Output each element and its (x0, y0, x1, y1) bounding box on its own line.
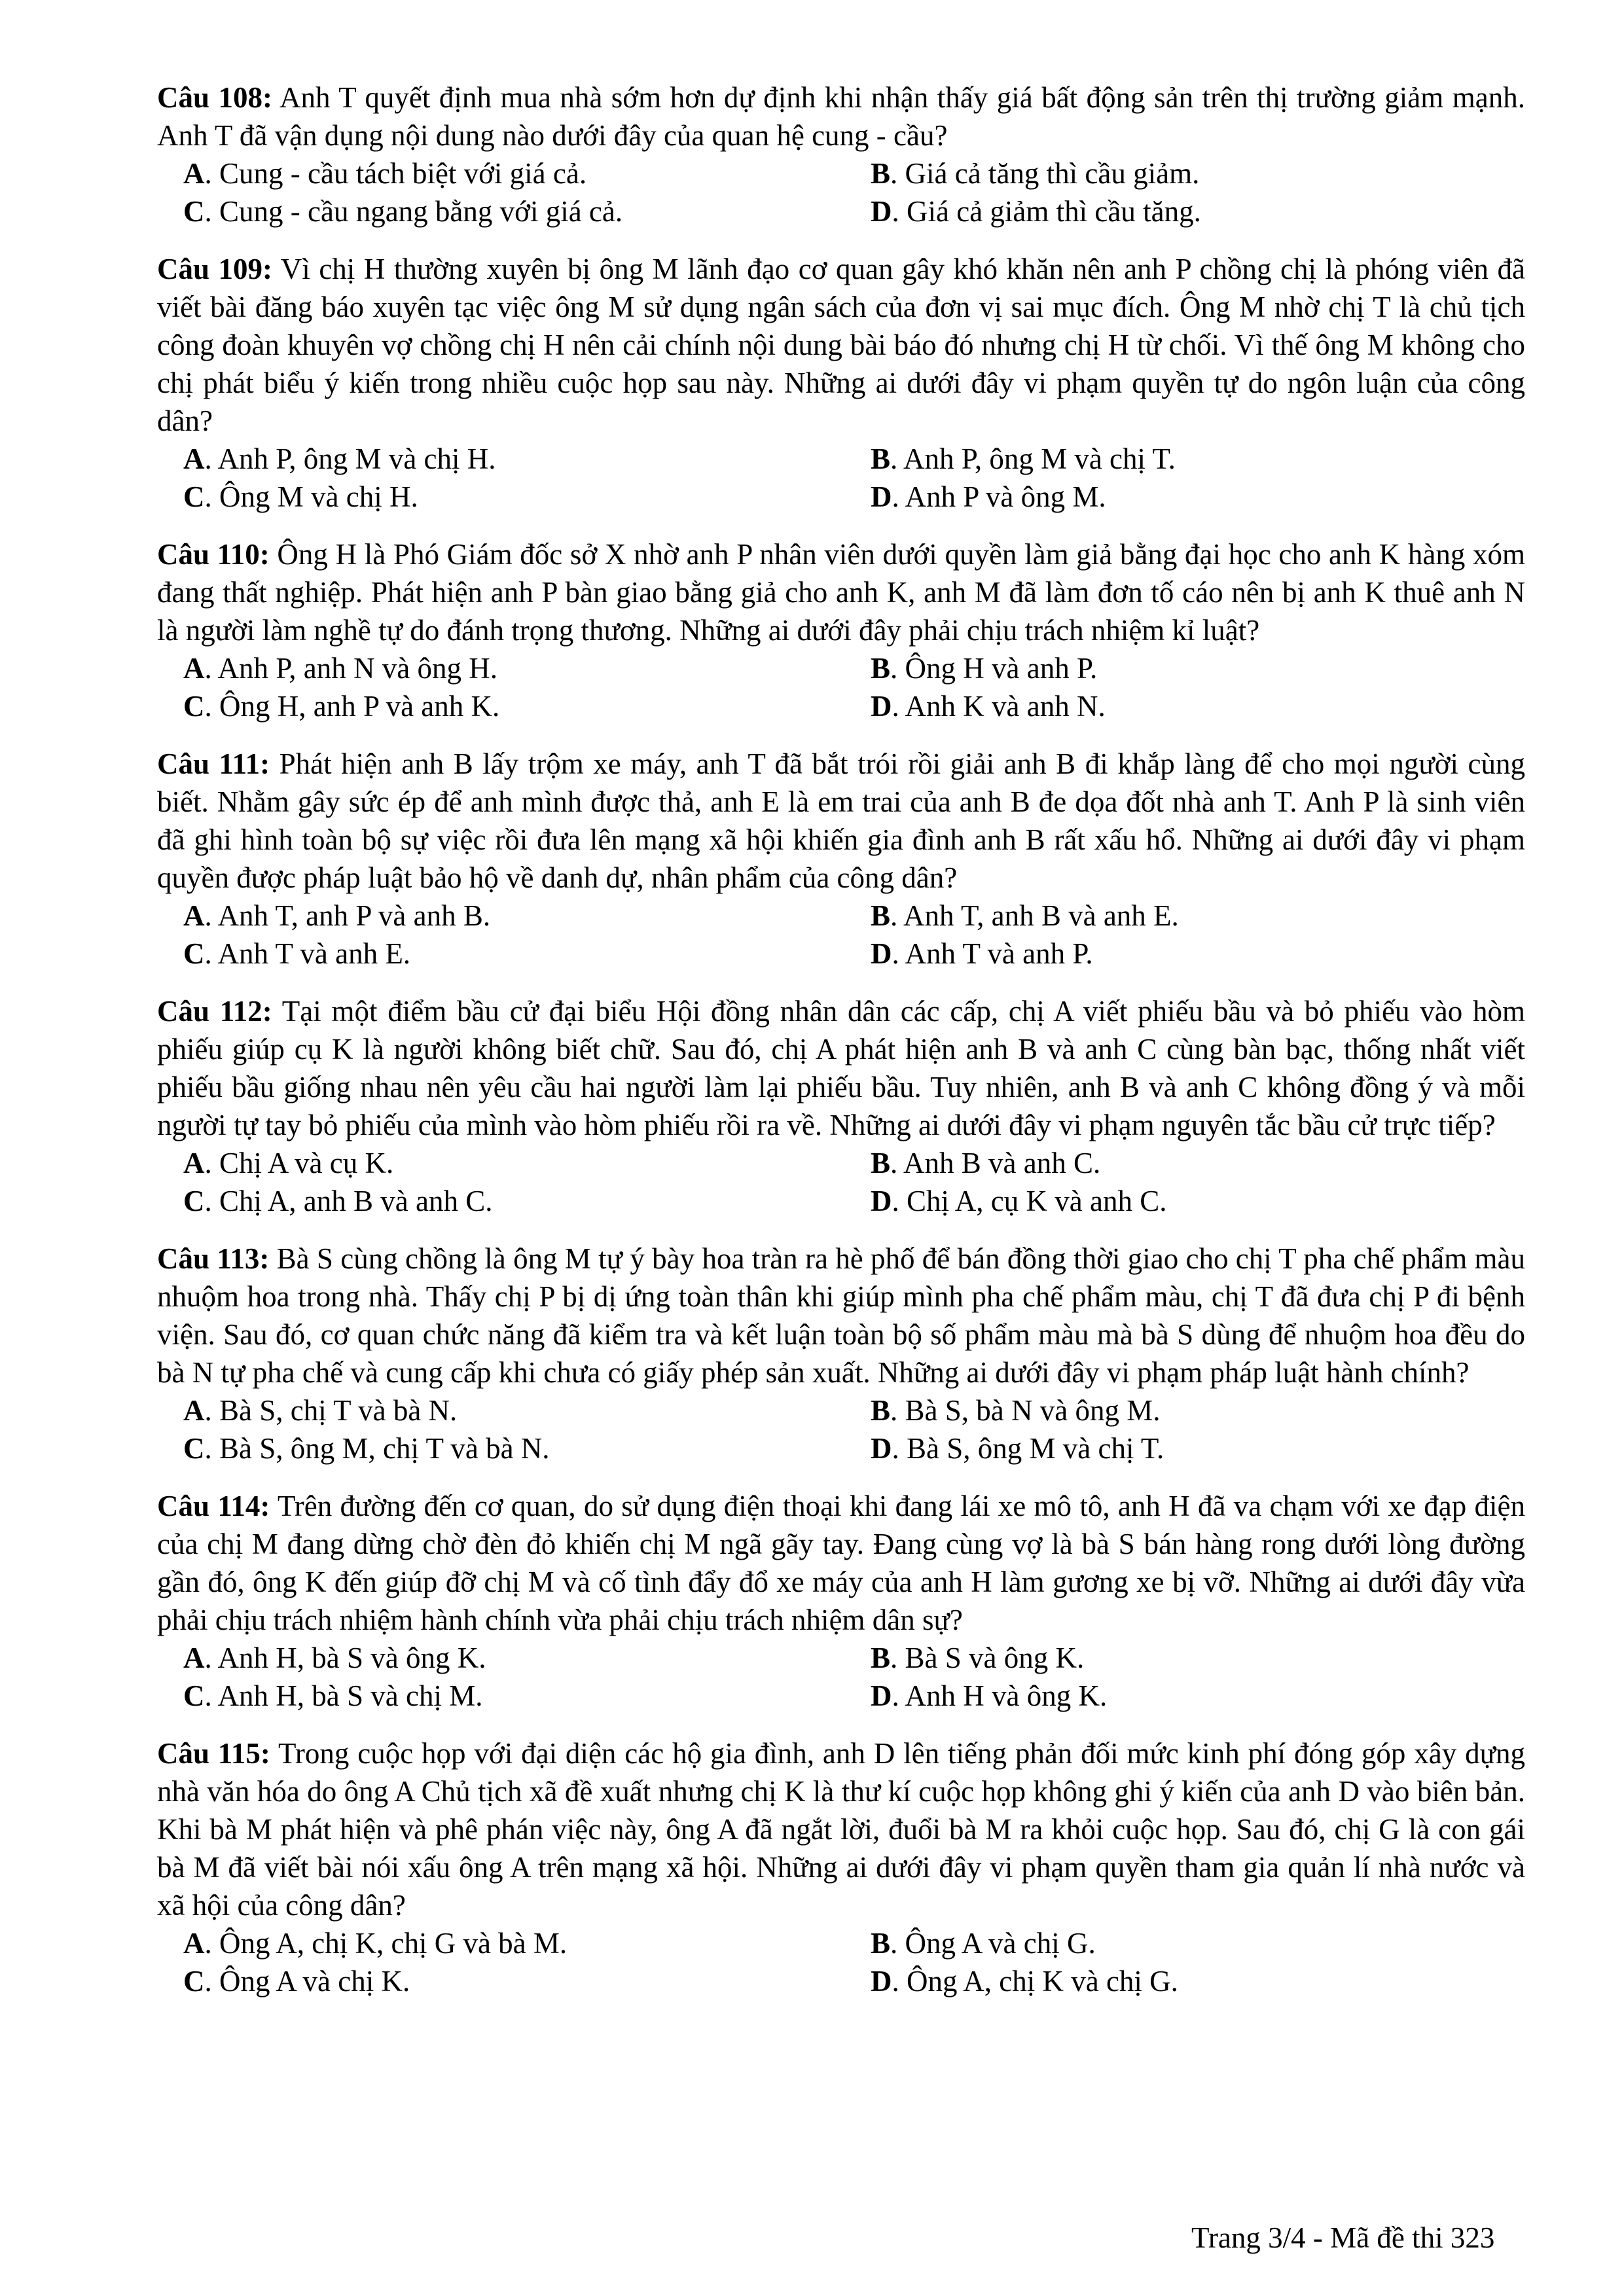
option-text: . Bà S và ông K. (890, 1641, 1085, 1674)
option-letter: B (871, 1641, 891, 1674)
answer-option-a (183, 440, 871, 478)
option-letter: A (183, 1641, 205, 1674)
answer-option-b (871, 897, 1551, 935)
answer-option-b (871, 1391, 1551, 1429)
answer-option-a (183, 649, 871, 687)
option-letter: B (871, 899, 891, 932)
answer-options (157, 1924, 1525, 2000)
answer-options (157, 1144, 1525, 1220)
option-text: . Anh P, ông M và chị T. (890, 442, 1176, 475)
answer-option-c (183, 478, 871, 516)
option-letter: B (871, 652, 891, 685)
question-label: Câu 111: (157, 747, 270, 780)
question-text: Vì chị H thường xuyên bị ông M lãnh đạo cơ quan gây khó khăn nên anh P chồng chị là phóng viên đã viết bài đăng báo xuyên tạc việc ông M sử dụng ngân sách của đơn vị sai mục đích. Ông M nhờ chị T là chủ tịch công đoàn khuyên vợ chồng chị H nên cải chính nội dung bài báo đó nhưng chị H từ chối. Vì thế ông M không cho chị phát biểu ý kiến trong nhiều cuộc họp sau này. Những ai dưới đây vi phạm quyền tự do ngôn luận của công dân? (157, 253, 1526, 437)
option-text: . Bà S, chị T và bà N. (204, 1394, 458, 1427)
question-block (157, 79, 1525, 230)
option-letter: C (183, 937, 205, 970)
option-letter: C (183, 195, 205, 228)
answer-option-b (871, 1144, 1551, 1182)
option-letter: C (183, 1432, 205, 1465)
answer-options (157, 1391, 1525, 1467)
answer-option-c (183, 687, 871, 725)
question-text: Bà S cùng chồng là ông M tự ý bày hoa tràn ra hè phố để bán đồng thời giao cho chị T pha chế phẩm màu nhuộm hoa trong nhà. Thấy chị P bị dị ứng toàn thân khi giúp mình pha chế phẩm màu, chị T đã đưa chị P đi bệnh viện. Sau đó, cơ quan chức năng đã kiểm tra và kết luận toàn bộ số phẩm màu mà bà S dùng để nhuộm hoa đều do bà N tự pha chế và cung cấp khi chưa có giấy phép sản xuất. Những ai dưới đây vi phạm pháp luật hành chính? (157, 1242, 1526, 1389)
answer-options (157, 897, 1525, 973)
option-letter: A (183, 1147, 205, 1179)
question-label: Câu 108: (157, 81, 273, 114)
question-text: Anh T quyết định mua nhà sớm hơn dự định khi nhận thấy giá bất động sản trên thị trường giảm mạnh. Anh T đã vận dụng nội dung nào dưới đây của quan hệ cung - cầu? (157, 81, 1525, 152)
question-stem (157, 1734, 1525, 1924)
question-label: Câu 115: (157, 1737, 270, 1770)
question-text: Tại một điểm bầu cử đại biểu Hội đồng nhân dân các cấp, chị A viết phiếu bầu và bỏ phiếu vào hòm phiếu giúp cụ K là người không biết chữ. Sau đó, chị A phát hiện anh B và anh C cùng bàn bạc, thống nhất viết phiếu bầu giống nhau nên yêu cầu hai người làm lại phiếu bầu. Tuy nhiên, anh B và anh C không đồng ý và mỗi người tự tay bỏ phiếu của mình vào hòm phiếu rồi ra về. Những ai dưới đây vi phạm nguyên tắc bầu cử trực tiếp? (157, 995, 1526, 1141)
answer-option-a (183, 1391, 871, 1429)
question-text: Trong cuộc họp với đại diện các hộ gia đình, anh D lên tiếng phản đối mức kinh phí đóng góp xây dựng nhà văn hóa do ông A Chủ tịch xã đề xuất nhưng chị K là thư kí cuộc họp không ghi ý kiến của anh D vào biên bản. Khi bà M phát hiện và phê phán việc này, ông A đã ngắt lời, đuổi bà M ra khỏi cuộc họp. Sau đó, chị G là con gái bà M đã viết bài nói xấu ông A trên mạng xã hội. Những ai dưới đây vi phạm quyền tham gia quản lí nhà nước và xã hội của công dân? (157, 1737, 1526, 1922)
option-letter: A (183, 442, 205, 475)
option-letter: D (871, 937, 892, 970)
option-letter: A (183, 157, 205, 190)
answer-option-c (183, 935, 871, 973)
question-stem (157, 535, 1525, 649)
answer-option-c (183, 1429, 871, 1467)
question-stem (157, 1487, 1525, 1639)
option-letter: B (871, 157, 891, 190)
option-letter: D (871, 195, 892, 228)
answer-option-b (871, 649, 1551, 687)
answer-option-c (183, 1677, 871, 1715)
answer-option-d (871, 935, 1551, 973)
option-text: . Anh P, ông M và chị H. (204, 442, 496, 475)
option-text: . Ông H, anh P và anh K. (204, 690, 500, 723)
option-letter: C (183, 690, 205, 723)
answer-options (157, 154, 1525, 230)
question-text: Ông H là Phó Giám đốc sở X nhờ anh P nhân viên dưới quyền làm giả bằng đại học cho anh K hàng xóm đang thất nghiệp. Phát hiện anh P bàn giao bằng giả cho anh K, anh M đã làm đơn tố cáo nên bị anh K thuê anh N là người làm nghề tự do đánh trọng thương. Những ai dưới đây phải chịu trách nhiệm kỉ luật? (157, 538, 1526, 647)
option-letter: A (183, 899, 205, 932)
option-text: . Giá cả giảm thì cầu tăng. (892, 195, 1201, 228)
option-text: . Anh T và anh P. (892, 937, 1093, 970)
option-text: . Anh T và anh E. (204, 937, 411, 970)
option-letter: A (183, 652, 205, 685)
answer-option-d (871, 1677, 1551, 1715)
answer-options (157, 1639, 1525, 1715)
question-label: Câu 112: (157, 995, 272, 1028)
option-letter: A (183, 1927, 205, 1960)
option-letter: C (183, 1185, 205, 1217)
option-text: . Cung - cầu tách biệt với giá cả. (204, 157, 587, 190)
option-letter: D (871, 1679, 892, 1712)
option-letter: D (871, 1965, 892, 1998)
answer-options (157, 649, 1525, 725)
option-letter: C (183, 1679, 205, 1712)
option-text: . Anh T, anh P và anh B. (204, 899, 491, 932)
answer-option-d (871, 478, 1551, 516)
answer-option-b (871, 440, 1551, 478)
question-block (157, 1487, 1525, 1715)
option-text: . Anh P, anh N và ông H. (204, 652, 497, 685)
answer-option-b (871, 154, 1551, 192)
answer-option-d (871, 192, 1551, 230)
question-label: Câu 109: (157, 253, 273, 285)
question-stem (157, 250, 1525, 440)
answer-options (157, 440, 1525, 516)
option-text: . Bà S, ông M và chị T. (892, 1432, 1164, 1465)
answer-option-d (871, 1962, 1551, 2000)
answer-option-b (871, 1639, 1551, 1677)
answer-option-a (183, 1144, 871, 1182)
question-block (157, 1734, 1525, 2000)
option-text: . Anh H, bà S và chị M. (204, 1679, 483, 1712)
answer-option-d (871, 1429, 1551, 1467)
answer-option-c (183, 192, 871, 230)
answer-option-d (871, 687, 1551, 725)
answer-option-b (871, 1924, 1551, 1962)
answer-option-d (871, 1182, 1551, 1220)
option-letter: D (871, 1185, 892, 1217)
question-block (157, 250, 1525, 516)
option-letter: B (871, 1394, 891, 1427)
question-stem (157, 745, 1525, 897)
option-letter: A (183, 1394, 205, 1427)
option-text: . Cung - cầu ngang bằng với giá cả. (204, 195, 623, 228)
answer-option-a (183, 1924, 871, 1962)
option-letter: B (871, 1147, 891, 1179)
question-block (157, 535, 1525, 725)
option-text: . Anh T, anh B và anh E. (890, 899, 1179, 932)
option-letter: C (183, 1965, 205, 1998)
option-text: . Ông A và chị G. (890, 1927, 1096, 1960)
option-text: . Ông A và chị K. (204, 1965, 410, 1998)
question-block (157, 992, 1525, 1220)
option-letter: D (871, 1432, 892, 1465)
question-stem (157, 1240, 1525, 1391)
option-text: . Anh H, bà S và ông K. (204, 1641, 486, 1674)
answer-option-c (183, 1962, 871, 2000)
exam-page (157, 79, 1525, 2020)
question-block (157, 745, 1525, 973)
option-text: . Anh H và ông K. (892, 1679, 1108, 1712)
question-text: Phát hiện anh B lấy trộm xe máy, anh T đã bắt trói rồi giải anh B đi khắp làng để cho mọi người cùng biết. Nhằm gây sức ép để anh mình được thả, anh E là em trai của anh B đe dọa đốt nhà anh T. Anh P là sinh viên đã ghi hình toàn bộ sự việc rồi đưa lên mạng xã hội khiến gia đình anh B rất xấu hổ. Những ai dưới đây vi phạm quyền được pháp luật bảo hộ về danh dự, nhân phẩm của công dân? (157, 747, 1526, 894)
option-text: . Anh K và anh N. (892, 690, 1106, 723)
question-label: Câu 113: (157, 1242, 270, 1275)
option-text: . Giá cả tăng thì cầu giảm. (890, 157, 1200, 190)
answer-option-a (183, 897, 871, 935)
option-letter: B (871, 1927, 891, 1960)
question-block (157, 1240, 1525, 1467)
option-text: . Chị A và cụ K. (204, 1147, 394, 1179)
question-text: Trên đường đến cơ quan, do sử dụng điện thoại khi đang lái xe mô tô, anh H đã va chạm với xe đạp điện của chị M đang dừng chờ đèn đỏ khiến chị M ngã gãy tay. Đang cùng vợ là bà S bán hàng rong dưới lòng đường gần đó, ông K đến giúp đỡ chị M và cố tình đẩy đổ xe máy của anh H làm gương xe bị vỡ. Những ai dưới đây vừa phải chịu trách nhiệm hành chính vừa phải chịu trách nhiệm dân sự? (157, 1490, 1526, 1636)
option-letter: D (871, 480, 892, 513)
question-stem (157, 992, 1525, 1144)
question-stem (157, 79, 1525, 154)
option-text: . Ông M và chị H. (204, 480, 418, 513)
option-letter: C (183, 480, 205, 513)
page-footer: Trang 3/4 - Mã đề thi 323 (1191, 2221, 1495, 2254)
answer-option-a (183, 154, 871, 192)
option-text: . Chị A, cụ K và anh C. (892, 1185, 1167, 1217)
option-text: . Anh P và ông M. (892, 480, 1106, 513)
option-text: . Ông A, chị K và chị G. (892, 1965, 1178, 1998)
answer-option-c (183, 1182, 871, 1220)
option-letter: B (871, 442, 891, 475)
option-text: . Ông H và anh P. (890, 652, 1098, 685)
option-text: . Bà S, bà N và ông M. (890, 1394, 1161, 1427)
question-label: Câu 114: (157, 1490, 270, 1522)
answer-option-a (183, 1639, 871, 1677)
question-label: Câu 110: (157, 538, 270, 571)
option-letter: D (871, 690, 892, 723)
option-text: . Ông A, chị K, chị G và bà M. (204, 1927, 568, 1960)
option-text: . Bà S, ông M, chị T và bà N. (204, 1432, 550, 1465)
option-text: . Anh B và anh C. (890, 1147, 1101, 1179)
option-text: . Chị A, anh B và anh C. (204, 1185, 493, 1217)
